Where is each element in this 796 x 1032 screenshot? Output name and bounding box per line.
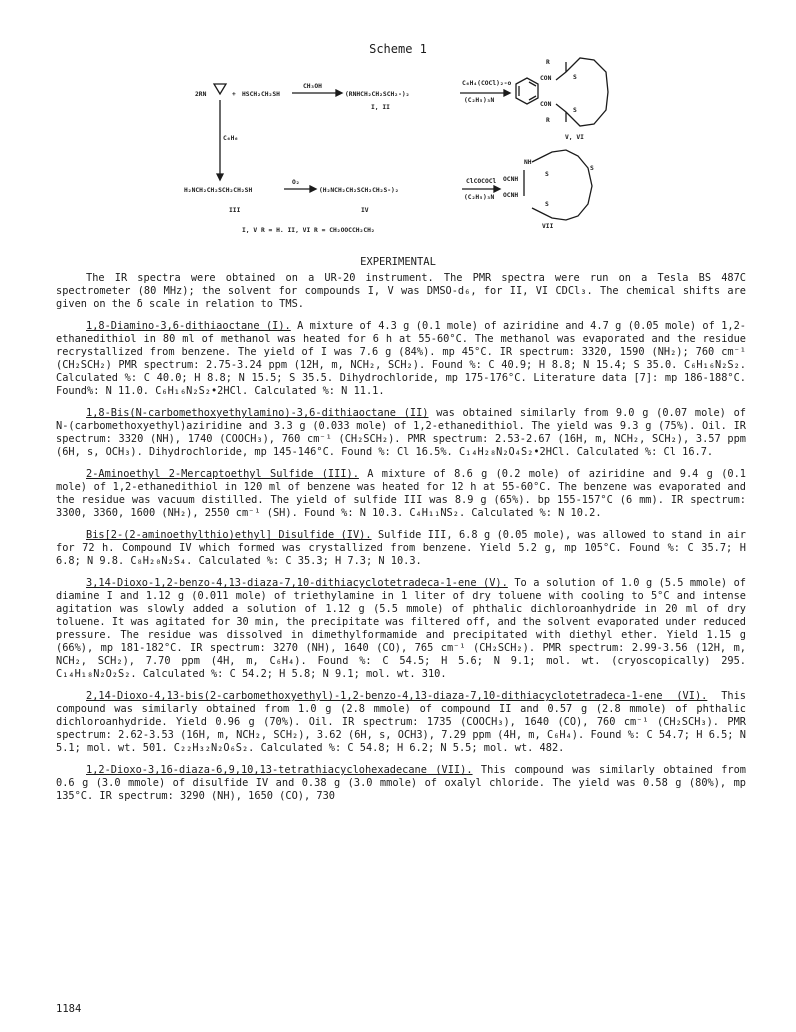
scheme-title: Scheme 1 xyxy=(369,42,427,56)
label-vii-s-b: S xyxy=(545,201,549,208)
label-product-iii: H₂NCH₂CH₂SCH₂CH₂SH xyxy=(184,187,253,194)
label-con-top: CON xyxy=(540,75,552,82)
compound-title: 3,14-Dioxo-1,2-benzo-4,13-diaza-7,10-dithiacyclotetradeca-1-ene (V). xyxy=(86,577,508,589)
aziridine-ring xyxy=(214,84,226,94)
label-s-a: S xyxy=(573,74,577,81)
macrocycle-v-vi xyxy=(556,58,608,126)
label-methanol: CH₃OH xyxy=(303,83,322,90)
label-num-iii: III xyxy=(229,207,241,214)
label-vii-s-c: S xyxy=(590,165,594,172)
label-dithiol: HSCH₂CH₂SH xyxy=(242,91,280,98)
paragraph-body: This compound was similarly obtained from 1.0 g (2.8 mmole) of compound II and 0.57 g (2.8 mmole) of phthalic dichloroanhydride. Yield 0.96 g (70%). Oil. IR spectrum: 1735 (COOCH₃), 1640 (CO), 760 cm⁻¹ (CH₂SCH₃). PMR spectrum: 2.62-3.53 (16H, m, NCH₂, SCH₂), 3.62 (6H, s, OCH3), 7.29 ppm (4H, m, C₆H₄). Found %: C 54.7; H 6.5; N 5.1; mol. wt. 501. C₂₂H₃₂N₂O₆S₂. Calculated %: C 54.8; H 6.2; N 5.5; mol. wt. 482. xyxy=(56,690,746,754)
paragraph-body: This compound was similarly obtained from 0.6 g (3.0 mmole) of disulfide IV and 0.38 g (3.0 mmole) of oxalyl chloride. The yield was 0.58 g (80%), mp 135°C. IR spectrum: 3290 (NH), 1650 (CO), 730 xyxy=(56,764,747,802)
label-vii-s-a: S xyxy=(545,171,549,178)
label-triethylamine: (C₂H₅)₃N xyxy=(464,97,495,104)
label-r-bottom: R xyxy=(546,117,550,124)
label-benzene: C₆H₆ xyxy=(223,135,239,142)
paragraph-compound-iii xyxy=(56,468,746,520)
compound-title: 2-Aminoethyl 2-Mercaptoethyl Sulfide (III). xyxy=(86,468,359,480)
label-r-top: R xyxy=(546,59,550,66)
compound-title: Bis[2-(2-aminoethylthio)ethyl] Disulfide (IV). xyxy=(86,529,372,541)
paragraph-body: was obtained similarly from 9.0 g (0.07 mole) of N-(carbomethoxyethyl)aziridine and 3.3 g (0.033 mole) of 1,2-ethanedithiol. The yield was 9.3 g (75%). Oil. IR spectrum: 3320 (NH), 1740 (COOCH₃), 760 cm⁻¹ (CH₂SCH₂). PMR spectrum: 2.53-2.67 (16H, m, NCH₂, SCH₂), 3.57 ppm (6H, s, OCH₃). Dihydrochloride, mp 145-146°C. Found %: Cl 16.5%. C₁₄H₂₈N₂O₄S₂•2HCl. Calculated %: Cl 16.7. xyxy=(56,407,747,458)
paragraph-compound-iv xyxy=(56,529,746,568)
paragraph-body: A mixture of 4.3 g (0.1 mole) of aziridine and 4.7 g (0.05 mole) of 1,2-ethanedithiol in 80 ml of methanol was heated for 6 h at 55-60°C. The methanol was evaporated and the residue recrystallized from benzene. The yield of I was 7.6 g (84%). mp 45°C. IR spectrum: 3320, 1590 (NH₂); 760 cm⁻¹ (CH₂SCH₂) PMR spectrum: 2.75-3.24 ppm (12H, m, NCH₂, SCH₂). Found %: C 40.9; H 8.8; N 15.4; S 35.0. C₆H₁₆N₂S₂. Calculated %: C 40.0; H 8.8; N 15.5; S 35.5. Dihydrochloride, mp 175-176°C. Literature data [7]: mp 186-188°C. Found%: N 11.0. C₆H₁₆N₂S₂•2HCl. Calculated %: N 11.1. xyxy=(56,320,747,397)
paragraph-compound-v xyxy=(56,577,746,681)
label-product-iv: (H₂NCH₂CH₂SCH₂CH₂S-)₂ xyxy=(319,187,399,194)
label-oxygen: O₂ xyxy=(292,179,300,186)
label-phthaloyl: C₆H₄(COCl)₂-o xyxy=(462,80,512,87)
paragraph-body: Sulfide III, 6.8 g (0.05 mole), was allowed to stand in air for 72 h. Compound IV which formed was crystallized from benzene. Yield 5.2 g, mp 105°C. Found %: C 35.7; H 6.8; N 9.8. C₈H₂₀N₂S₄. Calculated %: C 35.3; H 7.3; N 10.3. xyxy=(56,529,746,567)
paragraph-compound-i xyxy=(56,320,746,398)
label-oxalyl-chloride: ClCOCOCl xyxy=(466,178,497,185)
label-num-i-ii: I, II xyxy=(371,104,390,111)
label-num-iv: IV xyxy=(361,207,369,214)
label-con-bottom: CON xyxy=(540,101,552,108)
page-number: 1184 xyxy=(56,1003,82,1015)
label-num-v-vi: V, VI xyxy=(565,134,584,141)
paragraph-compound-vii xyxy=(56,764,746,803)
compound-title: 1,2-Dioxo-3,16-diaza-6,9,10,13-tetrathiacyclohexadecane (VII). xyxy=(86,764,473,776)
reaction-scheme xyxy=(0,0,796,250)
label-vii-nh: NH xyxy=(524,159,532,166)
label-triethylamine-2: (C₂H₅)₃N xyxy=(464,194,495,201)
paragraph-body: To a solution of 1.0 g (5.5 mmole) of diamine I and 1.12 g (0.011 mole) of triethylamine in 1 liter of dry toluene with cooling to 5°C and intense agitation was slowly added a solution of 1.12 g (5.5 mmole) of phthalic dichloroanhydride in 20 ml of dry toluene. It was agitated for 30 min, the precipitate was filtered off, and the solvent evaporated under reduced pressure. The residue was dissolved in dimethylformamide and precipitated with diethyl ether. Yield 1.15 g (66%), mp 181-182°C. IR spectrum: 3270 (NH), 1640 (CO), 765 cm⁻¹ (CH₂SCH₂). PMR spectrum: 2.99-3.56 (12H, m, NCH₂, SCH₂), 7.70 ppm (4H, m, C₆H₄). Found %: C 54.5; H 5.6; N 9.1; mol. wt. (cryoscopically) 295. C₁₄H₁₈N₂O₂S₂. Calculated %: C 54.2; H 5.8; N 9.1; mol. wt. 310. xyxy=(56,577,746,680)
label-substituent-legend: I, V R = H. II, VI R = CH₂OOCCH₂CH₂ xyxy=(242,227,375,234)
label-plus: + xyxy=(232,91,236,98)
compound-title: 2,14-Dioxo-4,13-bis(2-carbomethoxyethyl)-1,2-benzo-4,13-diaza-7,10-dithiacyclotetradeca-1-ene (VI). xyxy=(86,690,708,702)
label-aziridine: 2RN xyxy=(195,91,207,98)
paragraph-compound-ii xyxy=(56,407,746,459)
macrocycle-vii xyxy=(532,150,592,220)
label-s-b: S xyxy=(573,107,577,114)
intro-paragraph: The IR spectra were obtained on a UR-20 instrument. The PMR spectra were run on a Tesla BS 487C spectrometer (80 MHz); the solvent for compounds I, V was DMSO-d₆, for II, VI CDCl₃. The chemical shifts are given on the δ scale in relation to TMS. xyxy=(56,272,746,310)
compound-title: 1,8-Diamino-3,6-dithiaoctane (I). xyxy=(86,320,291,332)
label-vii-ocnh-bottom: OCNH xyxy=(503,192,519,199)
compound-title: 1,8-Bis(N-carbomethoxyethylamino)-3,6-dithiaoctane (II) xyxy=(86,407,429,419)
section-heading: EXPERIMENTAL xyxy=(360,256,436,268)
experimental-text xyxy=(56,272,746,812)
label-product-i-ii: (RNHCH₂CH₂SCH₂-)₂ xyxy=(345,91,410,98)
label-num-vii: VII xyxy=(542,223,554,230)
paragraph-compound-vi xyxy=(56,690,746,755)
paragraph-body: A mixture of 8.6 g (0.2 mole) of aziridine and 9.4 g (0.1 mole) of 1,2-ethanedithiol in 120 ml of benzene was heated for 12 h at 55-60°C. The benzene was evaporated and the residue was vacuum distilled. The yield of sulfide III was 8.9 g (65%). bp 155-157°C (6 mm). IR spectrum: 3300, 3360, 1600 (NH₂), 2550 cm⁻¹ (SH). Found %: N 10.3. C₄H₁₁NS₂. Calculated %: N 10.2. xyxy=(56,468,746,519)
label-vii-ocnh-top: OCNH xyxy=(503,176,519,183)
